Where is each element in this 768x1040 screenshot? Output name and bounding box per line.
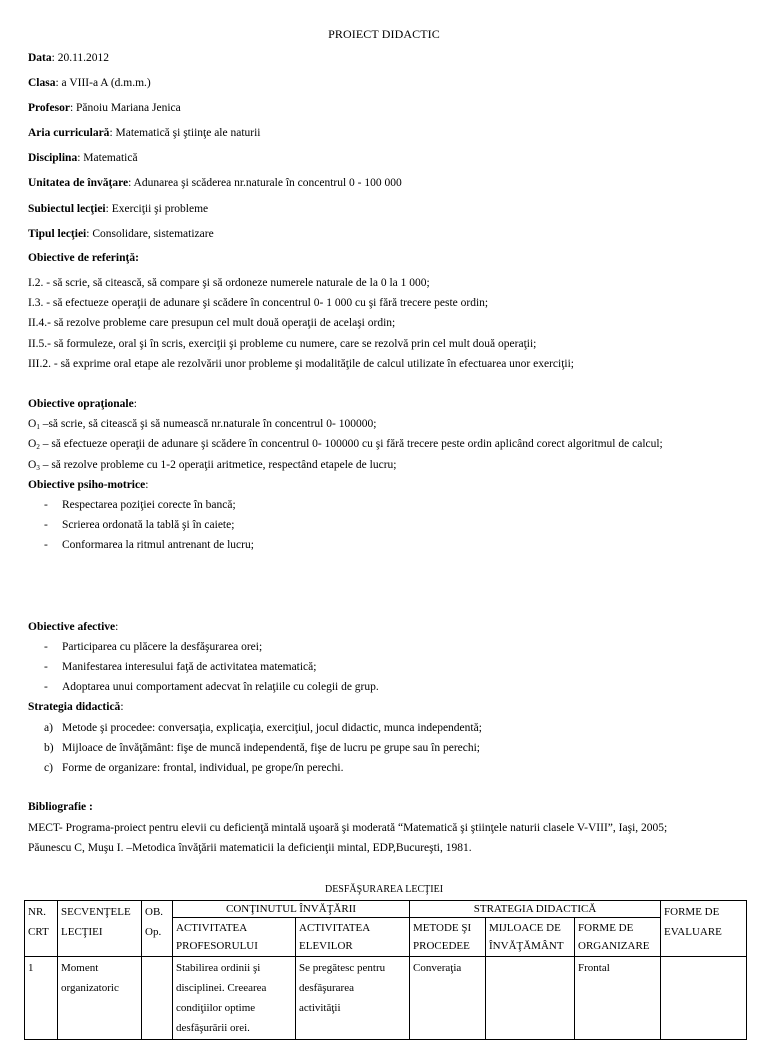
header-mijloace: MIJLOACE DE ÎNVĂŢĂMÂNT: [486, 918, 575, 957]
cell-forme-org: Frontal: [575, 957, 661, 1040]
list-item: - Participarea cu plăcere la desfăşurarea orei;: [44, 641, 263, 653]
bibliography-item: Păunescu C, Muşu I. –Metodica învăţării matematicii la deficienţii mintal, EDP,Bucureşti, 1981.: [28, 842, 472, 854]
table-header-row: [25, 901, 747, 918]
objectives-psycho-heading: Obiective psiho-motrice:: [28, 479, 149, 491]
lesson-section-title: DESFĂŞURAREA LECŢIEI: [324, 884, 444, 895]
list-item: - Scrierea ordonată la tablă şi în caiete;: [44, 519, 235, 531]
reference-objective: III.2. - să exprime oral etape ale rezolvării unor probleme şi modalităţile de calcul utilizate în efectuarea unor exerciţii;: [28, 358, 574, 370]
cell-act-elev: Se pregătesc pentru desfăşurarea activităţii: [296, 957, 410, 1040]
field-unitatea: Unitatea de învăţare: Adunarea şi scăderea nr.naturale în concentrul 0 - 100 000: [28, 177, 402, 189]
objectives-affective-heading: Obiective afective:: [28, 621, 119, 633]
operational-objective: $O_2$ – să efectueze operaţii de adunare şi scădere în concentrul 0- 100000 cu şi fără trecere peste ordin aplicând corect algoritmul de calcul;: [28, 438, 663, 451]
objectives-reference-heading: Obiective de referinţă:: [28, 252, 139, 264]
lesson-table: [24, 900, 747, 1040]
bibliography-item: MECT- Programa-proiect pentru elevii cu deficienţă mintală uşoară şi moderată “Matematică şi ştiinţele naturii clasele V-VIII”, Iaşi, 2005;: [28, 822, 668, 834]
list-item: - Conformarea la ritmul antrenant de lucru;: [44, 539, 254, 551]
list-item: - Respectarea poziţiei corecte în bancă;: [44, 499, 236, 511]
header-act-elev: ACTIVITATEA ELEVILOR: [296, 918, 410, 957]
list-item: - Manifestarea interesului faţă de activitatea matematică;: [44, 661, 317, 673]
reference-objective: II.5.- să formuleze, oral şi în scris, exerciţii şi probleme cu numere, care se rezolvă prin cel mult două operaţii;: [28, 338, 537, 350]
header-metode: METODE ŞI PROCEDEE: [410, 918, 486, 957]
list-item: a) Metode şi procedee: conversaţia, explicaţia, exerciţiul, jocul didactic, munca independentă;: [44, 722, 482, 734]
header-forme-org: FORME DE ORGANIZARE: [575, 918, 661, 957]
field-clasa: Clasa: a VIII-a A (d.m.m.): [28, 77, 151, 89]
reference-objective: II.4.- să rezolve probleme care presupun cel mult două operaţii de acelaşi ordin;: [28, 317, 396, 329]
field-data: Data: 20.11.2012: [28, 52, 110, 64]
cell-metode: Converaţia: [410, 957, 486, 1040]
reference-objective: I.3. - să efectueze operaţii de adunare şi scădere în concentrul 0- 1 000 cu şi fără trecere peste ordin;: [28, 297, 489, 309]
header-nr: NR. CRT: [25, 901, 58, 957]
field-profesor: Profesor: Pănoiu Mariana Jenica: [28, 102, 181, 114]
operational-objective: $O_3$ – să rezolve probleme cu 1-2 operaţii aritmetice, respectând etapele de lucru;: [28, 459, 397, 472]
header-act-prof: ACTIVITATEA PROFESORULUI: [173, 918, 296, 957]
header-continut: CONŢINUTUL ÎNVĂŢĂRII: [173, 901, 410, 918]
table-row: [25, 957, 747, 1040]
header-ob: OB. Op.: [142, 901, 173, 957]
header-strategia: STRATEGIA DIDACTICĂ: [410, 901, 661, 918]
list-item: b) Mijloace de învăţământ: fişe de muncă independentă, fişe de lucru pe grupe sau în perechi;: [44, 742, 480, 754]
cell-act-prof: Stabilirea ordinii şi disciplinei. Creearea condiţiilor optime desfăşurării orei.: [173, 957, 296, 1040]
cell-mijloace: [486, 957, 575, 1040]
list-item: - Adoptarea unui comportament adecvat în relaţiile cu colegii de grup.: [44, 681, 379, 693]
cell-nr: 1: [25, 957, 58, 1040]
strategy-heading: Strategia didactică:: [28, 701, 124, 713]
cell-evaluare: [661, 957, 747, 1040]
header-forme-evaluare: FORME DE EVALUARE: [661, 901, 747, 957]
bibliography-heading: Bibliografie :: [28, 801, 93, 813]
field-subiectul: Subiectul lecţiei: Exerciţii şi probleme: [28, 203, 209, 215]
document-title: PROIECT DIDACTIC: [328, 27, 440, 41]
cell-ob: [142, 957, 173, 1040]
field-aria-curriculara: Aria curriculară: Matematică şi ştiinţe ale naturii: [28, 127, 261, 139]
field-disciplina: Disciplina: Matematică: [28, 152, 138, 164]
list-item: c) Forme de organizare: frontal, individual, pe grope/în perechi.: [44, 762, 344, 774]
operational-objective: $O_1$ –să scrie, să citească şi să numească nr.naturale în concentrul 0- 100000;: [28, 418, 377, 431]
reference-objective: I.2. - să scrie, să citească, să compare şi să ordoneze numerele naturale de la 0 la 1 000;: [28, 277, 430, 289]
field-tipul: Tipul lecţiei: Consolidare, sistematizare: [28, 228, 214, 240]
objectives-operational-heading: Obiective opraţionale:: [28, 398, 137, 410]
header-secvente: SECVENŢELE LECŢIEI: [58, 901, 142, 957]
cell-secventa: Moment organizatoric: [58, 957, 142, 1040]
